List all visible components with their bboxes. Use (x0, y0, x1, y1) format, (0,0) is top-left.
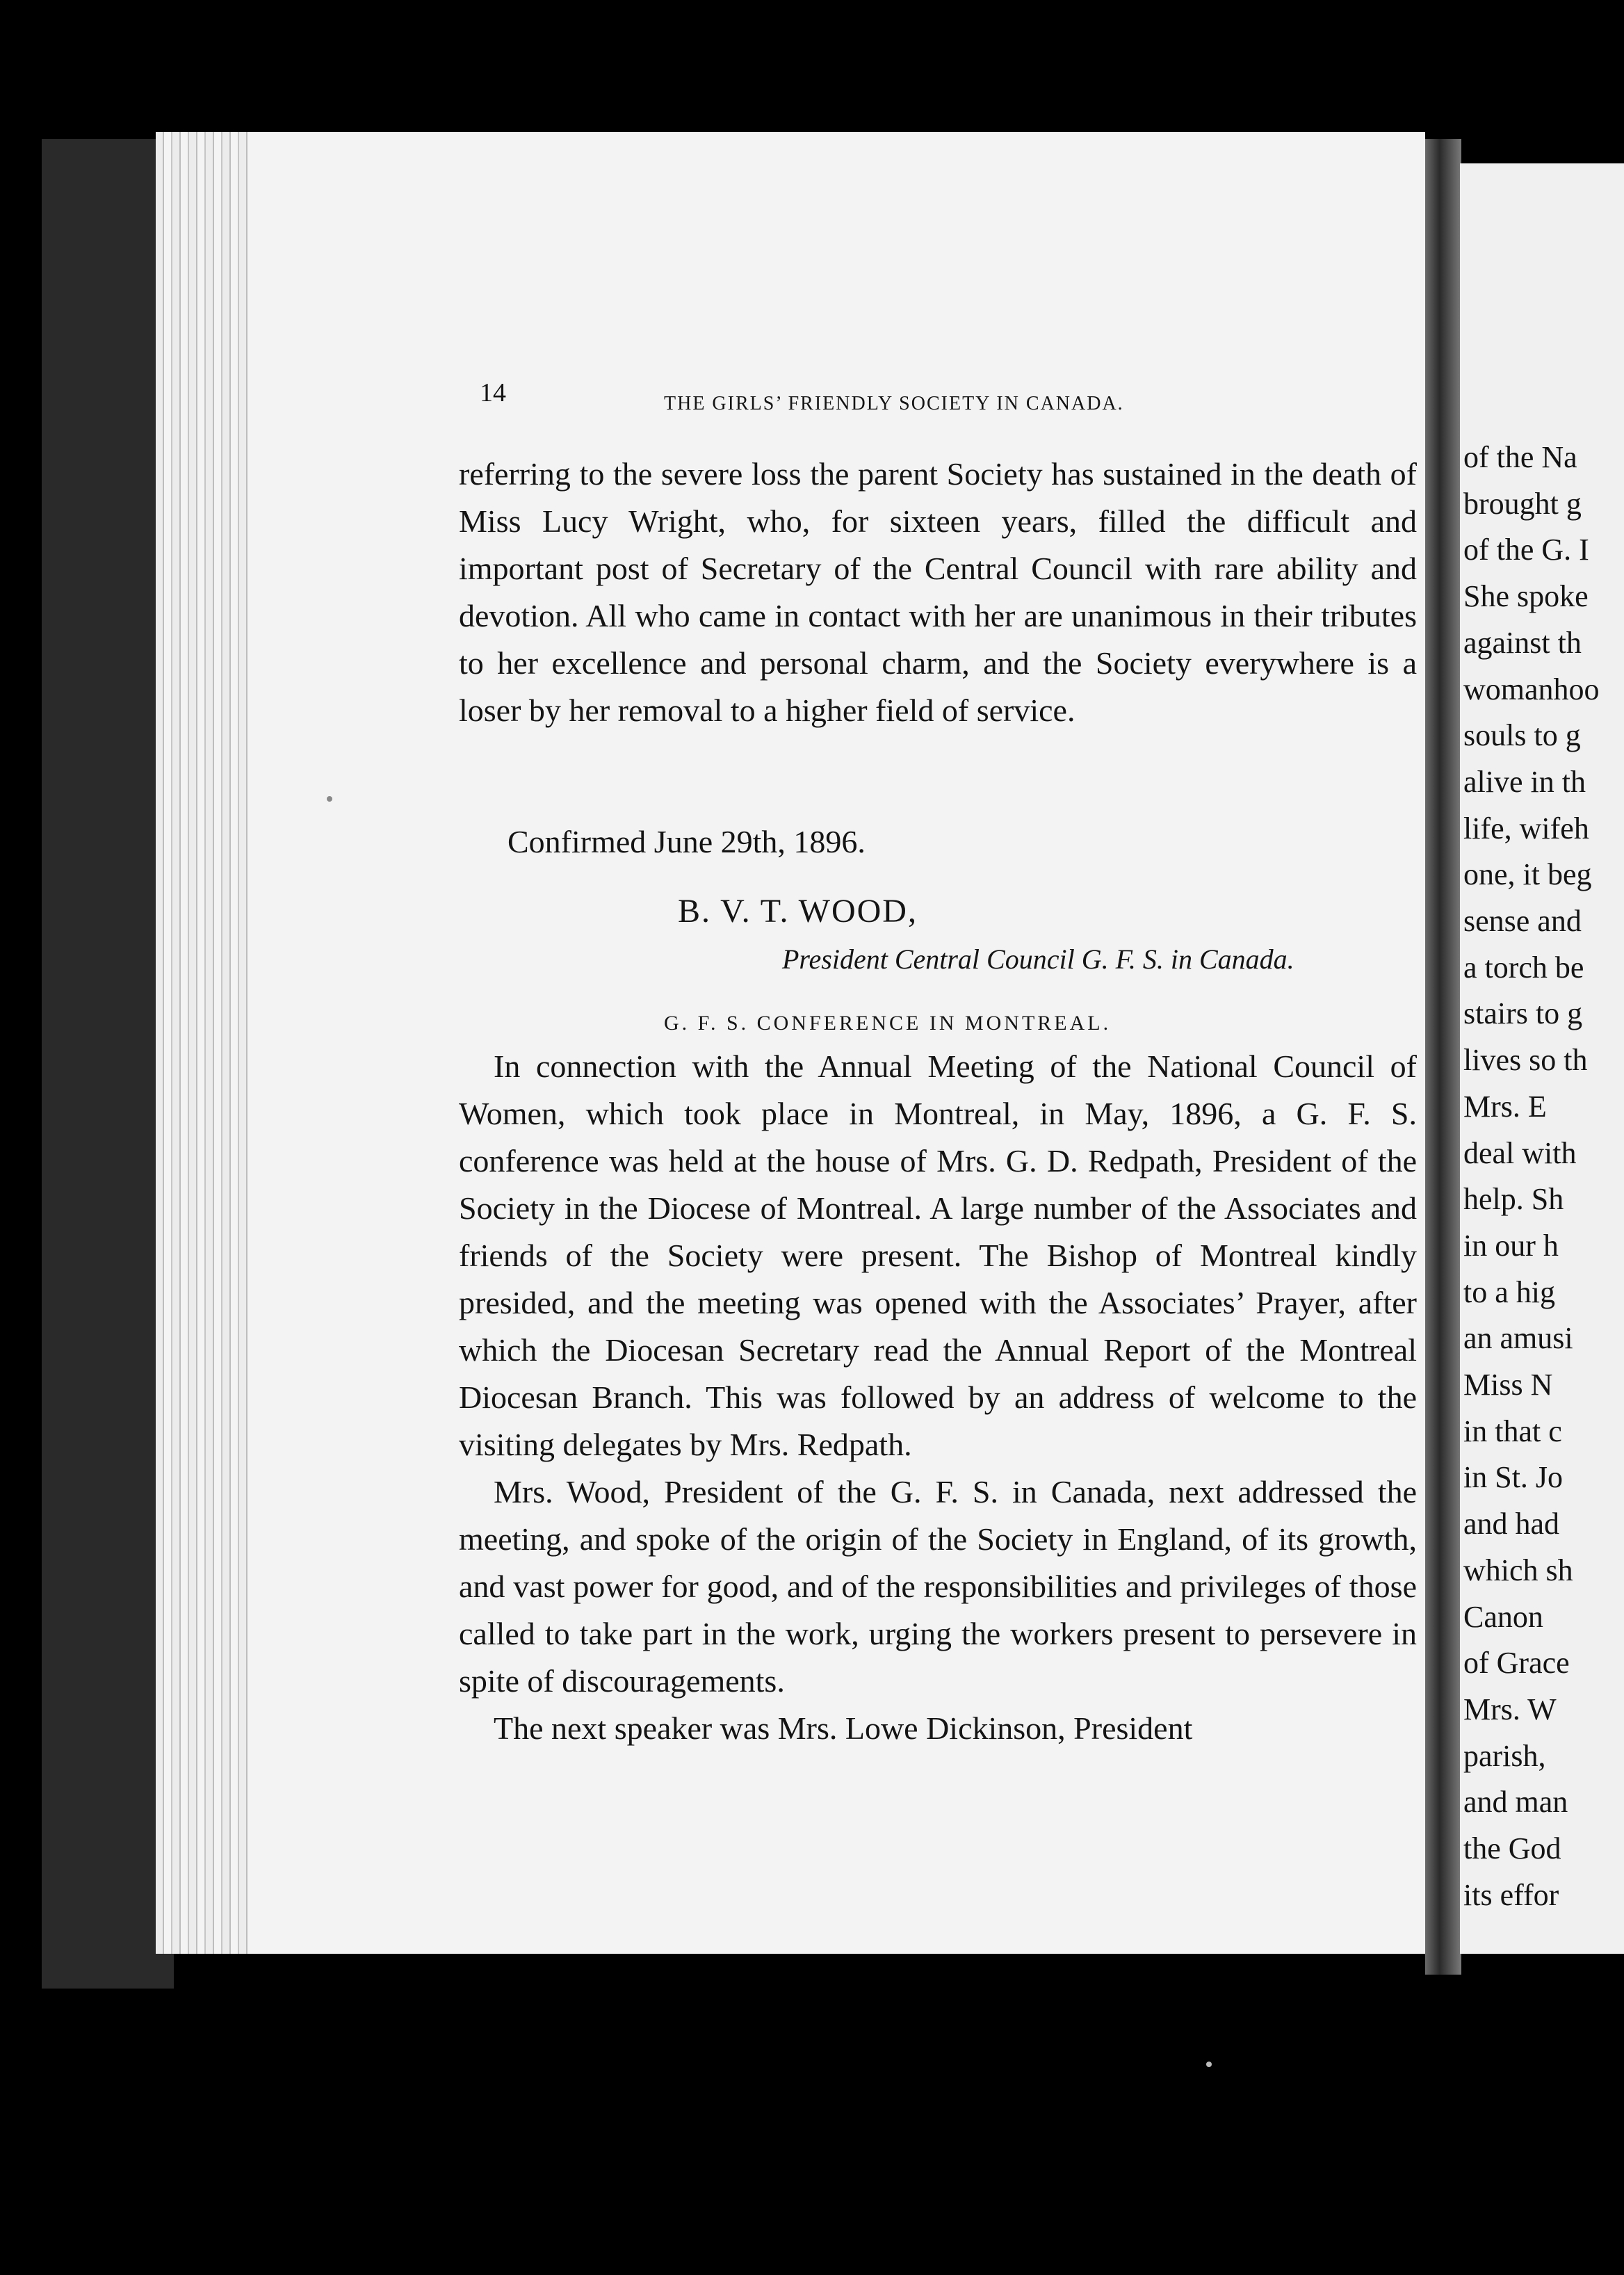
text-line: Mrs. W (1463, 1692, 1557, 1726)
text-line: help. Sh (1463, 1182, 1564, 1217)
book-gutter (1425, 139, 1461, 1975)
paragraph: The next speaker was Mrs. Lowe Dickinson, President (494, 1710, 1193, 1746)
text-line: and man (1463, 1785, 1568, 1820)
text-line: stairs to g (1463, 996, 1583, 1031)
right-page-text (1463, 435, 1624, 1919)
text-line: to a hig (1463, 1274, 1555, 1309)
page-number: 14 (480, 378, 506, 407)
paragraph: In connection with the Annual Meeting of the National Council of Women, which took place in Montreal, in May, 1896, a G. F. S. conference was held at the house of Mrs. G. D. Redpath, President of the Society in the Diocese of Montreal. A large number of the Associates and friends of the Society were present. The Bishop of Montreal kindly presided, and the meeting was opened with the Associates’ Prayer, after which the Diocesan Secretary read the Annual Report of the Montreal Diocesan Branch. This was followed by an address of welcome to the visiting delegates by Mrs. Redpath. (459, 1049, 1417, 1462)
signature-title: President Central Council G. F. S. in Canada. (782, 944, 1294, 975)
running-head: THE GIRLS’ FRIENDLY SOCIETY IN CANADA. (664, 393, 1124, 414)
text-line: womanhoo (1463, 672, 1600, 706)
text-line: souls to g (1463, 718, 1581, 753)
text-line: one, it beg (1463, 857, 1592, 892)
text-line: lives so th (1463, 1043, 1588, 1078)
text-line: an amusi (1463, 1321, 1573, 1356)
text-line: She spoke (1463, 579, 1589, 614)
text-line: sense and (1463, 904, 1582, 939)
text-line: a torch be (1463, 950, 1584, 985)
text-line: in that c (1463, 1414, 1562, 1448)
paragraph: Mrs. Wood, President of the G. F. S. in Canada, next addressed the meeting, and spoke of the origin of the Society in England, of its growth, and vast power for good, and of the responsibilities and privileges of those called to take part in the work, urging the workers present to persevere in spite of discouragements. (459, 1474, 1417, 1699)
signature-name: B. V. T. WOOD, (678, 893, 918, 930)
text-line: the God (1463, 1831, 1561, 1866)
text-line: in St. Jo (1463, 1460, 1564, 1495)
page-edges (156, 132, 260, 1954)
text-line: Mrs. E (1463, 1089, 1547, 1124)
text-line: Miss N (1463, 1368, 1553, 1402)
text-line: its effor (1463, 1877, 1559, 1912)
text-line: deal with (1463, 1135, 1577, 1170)
text-line: of the Na (1463, 440, 1577, 474)
text-line: parish, (1463, 1738, 1546, 1773)
text-line: alive in th (1463, 764, 1586, 799)
text-line: life, wifeh (1463, 811, 1589, 845)
opening-text-block (459, 451, 1417, 734)
text-line: and had (1463, 1507, 1560, 1541)
conference-text-block (459, 1043, 1417, 1752)
opening-paragraph: referring to the severe loss the parent Society has sustained in the death of Miss Lucy Wright, who, for sixteen years, filled the difficult and important post of Secretary of the Central Council with rare ability and devotion. All who came in contact with her are unanimous in their tributes to her excellence and personal charm, and the Society everywhere is a loser by her removal to a higher field of service. (459, 456, 1417, 728)
text-line: brought g (1463, 486, 1582, 521)
dust-speck (327, 796, 332, 802)
section-heading: G. F. S. CONFERENCE IN MONTREAL. (664, 1012, 1112, 1035)
confirmation-line: Confirmed June 29th, 1896. (508, 824, 866, 859)
dust-speck (1206, 2062, 1212, 2067)
text-line: of Grace (1463, 1646, 1570, 1681)
text-line: against th (1463, 625, 1582, 660)
text-line: in our h (1463, 1228, 1559, 1263)
text-line: which sh (1463, 1553, 1573, 1587)
binding-shadow (42, 139, 174, 1989)
text-line: Canon (1463, 1599, 1543, 1634)
text-line: of the G. I (1463, 533, 1589, 567)
